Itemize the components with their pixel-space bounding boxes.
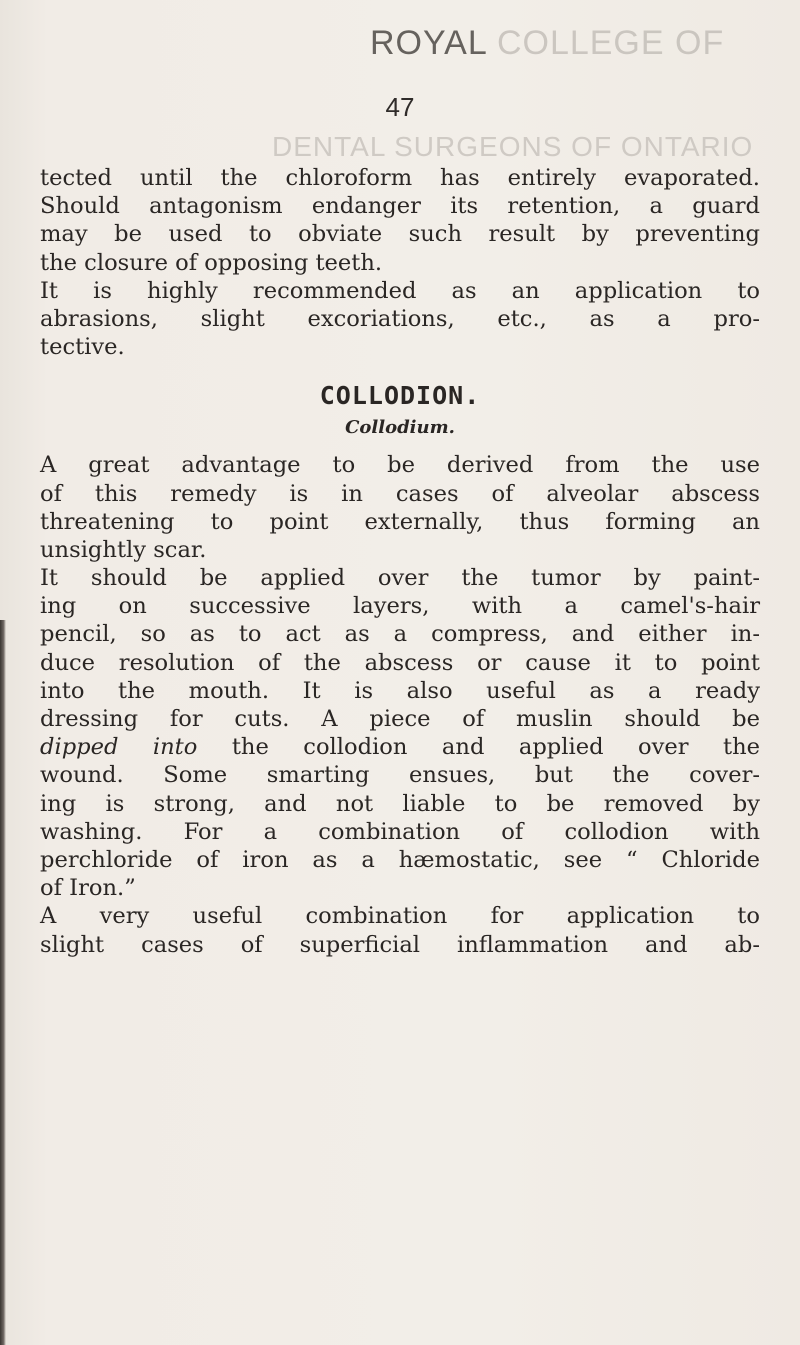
text-line: dressing for cuts. A piece of muslin should be bbox=[40, 706, 760, 732]
text-line: tected until the chloroform has entirely evaporated. bbox=[40, 165, 760, 191]
text-line: Should antagonism endanger its retention, a guard bbox=[40, 193, 760, 220]
section-latin-name: Collodium. bbox=[345, 417, 455, 439]
library-stamp-watermark: DENTAL SURGEONS OF ONTARIO bbox=[272, 131, 754, 162]
library-stamp-top bbox=[370, 24, 724, 63]
text-line: threatening to point externally, thus forming an bbox=[40, 508, 760, 535]
text-line: A very useful combination for application to bbox=[40, 903, 760, 930]
text-fragment: the collodion and applied over the bbox=[231, 734, 760, 761]
text-line: into the mouth. It is also useful as a ready bbox=[40, 677, 760, 704]
text-line: tective. bbox=[40, 334, 125, 361]
text-line: of Iron.” bbox=[40, 875, 136, 902]
text-line: washing. For a combination of collodion with bbox=[40, 818, 760, 845]
page-binding-edge bbox=[0, 620, 6, 1345]
text-line: may be used to obviate such result by preventing bbox=[40, 221, 760, 248]
text-line: unsightly scar. bbox=[40, 536, 207, 563]
text-line: ing on successive layers, with a camel's-hair bbox=[40, 593, 760, 620]
text-line-with-italic bbox=[40, 733, 760, 761]
text-line: perchloride of iron as a hæmostatic, see “ Chloride bbox=[40, 846, 760, 873]
text-line: of this remedy is in cases of alveolar abscess bbox=[40, 480, 760, 507]
stamp-text-faint: COLLEGE OF bbox=[496, 24, 725, 62]
text-line: the closure of opposing teeth. bbox=[40, 249, 383, 276]
page-body bbox=[40, 164, 760, 959]
stamp-text-dark: ROYAL bbox=[370, 24, 487, 62]
section-heading: COLLODION. bbox=[319, 381, 481, 411]
text-line: abrasions, slight excoriations, etc., as a pro- bbox=[40, 305, 760, 332]
text-line: ing is strong, and not liable to be removed by bbox=[40, 790, 760, 817]
page-number: 47 bbox=[385, 92, 415, 122]
text-line: A great advantage to be derived from the use bbox=[40, 452, 760, 479]
text-line: duce resolution of the abscess or cause it to point bbox=[40, 649, 760, 676]
text-line: wound. Some smarting ensues, but the cover- bbox=[40, 762, 760, 789]
text-line: slight cases of superficial inflammation and ab- bbox=[40, 931, 760, 958]
text-line: It is highly recommended as an application to bbox=[40, 277, 760, 304]
text-line: It should be applied over the tumor by paint- bbox=[40, 565, 760, 592]
italic-phrase: dipped into bbox=[40, 734, 198, 761]
text-line: pencil, so as to act as a compress, and either in- bbox=[40, 621, 760, 648]
